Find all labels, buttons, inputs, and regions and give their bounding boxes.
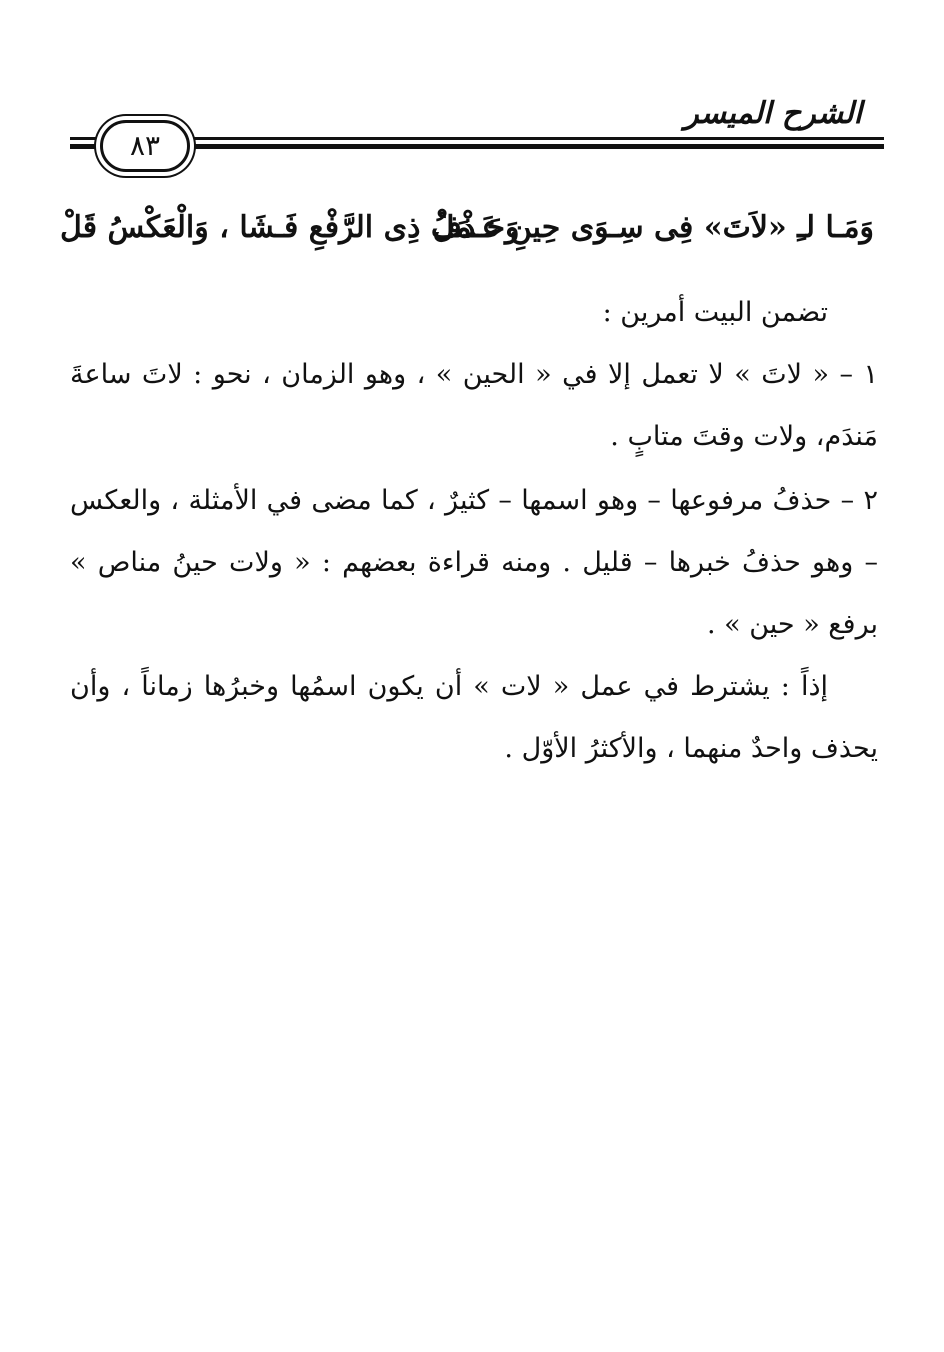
running-title: الشرح الميسر [684, 96, 862, 131]
verse-line [60, 210, 874, 266]
verse-second-hemistich: وَحَـذْفُ ذِى الرَّفْعِ فَـشَا ، وَالْعَكْسُ قَلْ [60, 210, 520, 245]
conclusion-paragraph [70, 656, 878, 780]
page-number-badge [100, 120, 190, 172]
page-number: ٨٣ [129, 129, 161, 162]
intro-line: تضمن البيت أمرين : [602, 297, 828, 328]
point-2-paragraph: ٢ – حذفُ مرفوعها – وهو اسمها – كثيرٌ ، كما مضى في الأمثلة ، والعكس – وهو حذفُ خبرها – قليل . ومنه قراءة بعضهم : « ولات حينُ مناص » برفع « حين » . [70, 485, 878, 640]
point-1-paragraph: ١ – « لاتَ » لا تعمل إلا في « الحين » ، وهو الزمان ، نحو : لاتَ ساعةَ مَندَم، ولات وقتَ متابٍ . [70, 359, 878, 452]
header-rule-thin [70, 137, 884, 140]
header-rule-thick [70, 144, 884, 149]
conclusion-text: إذاً : يشترط في عمل « لات » أن يكون اسمُها وخبرُها زماناً ، وأن يحذف واحدٌ منهما ، والأكثرُ الأوّل . [70, 671, 878, 764]
verse-first-hemistich: وَمَـا لـِ «لاَتَ» فِى سِـوَى حِينِ عَـمَلْ [432, 210, 874, 245]
